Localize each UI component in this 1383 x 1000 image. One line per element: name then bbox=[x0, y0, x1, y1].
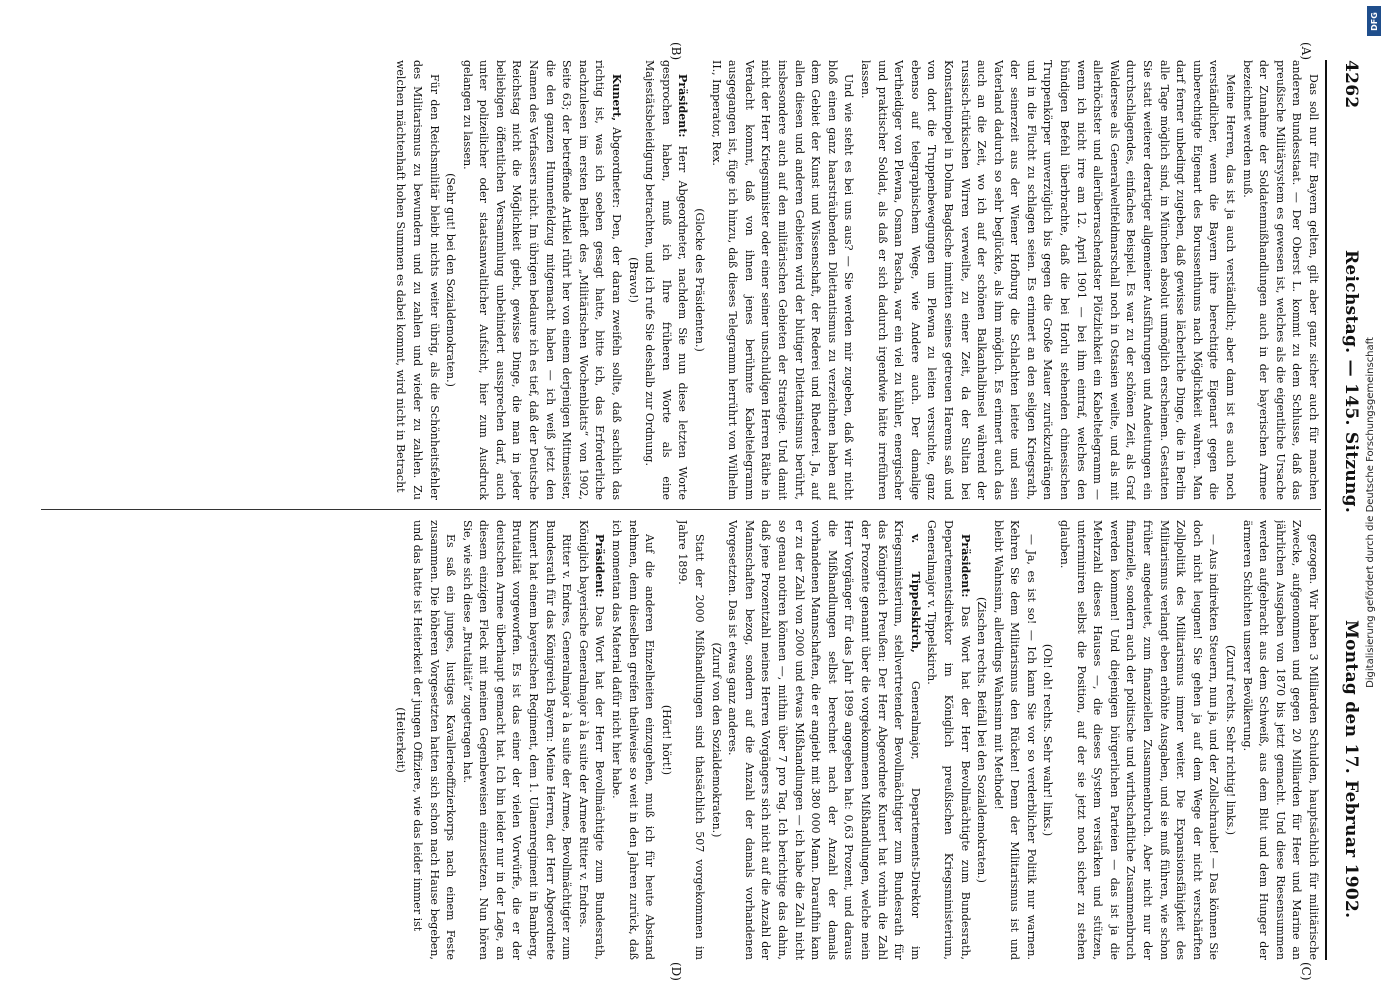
paragraph bbox=[989, 520, 1039, 960]
paragraph-text: (Zuruf von den Sozialdemokraten.) bbox=[709, 642, 723, 838]
speaker-name: Kunert, bbox=[610, 74, 624, 122]
speaker-name: Präsident: bbox=[593, 534, 607, 598]
marker-b: (B) bbox=[669, 42, 683, 61]
paragraph bbox=[408, 520, 458, 960]
interjection bbox=[1039, 520, 1056, 960]
paragraph-text: Für den Reichsmilitär bleibt nichts weiter übrig, als die Schönheitsfehler des Militarismus zu bewundern und zu zahlen und wieder zu zahlen. Zu welchen mächtenhaft hohen Summen es dabei kommt, wird nicht in Betracht bbox=[394, 60, 441, 500]
side-note-text: Digitalisierung gefördert durch die Deutsche Forschungsgemeinschaft bbox=[1364, 336, 1376, 688]
dfg-badge: DFG bbox=[1367, 6, 1381, 36]
paragraph-text: Ritter v. Endres, Generalmajor à la suite der Armee, Bevollmächtigter zum Bundesrath für das Königreich Bayern: Meine Herren, der Herr Abgeordnete Kunert hat einem bayerischen Regiment, dem 1. Ulanenregiment in Bamberg, Brutalität vorgeworfen. Es ist das einer der vielen Vorwürfe, die er der deutschen Armee überhaupt gemacht hat. Ich bin leider nur in der Lage, an diesem einzigen Fleck mit meinen Gegenbeweisen einzusetzen. Nun hören Sie, wie sich diese „Brutalität“ zugetragen hat. bbox=[460, 520, 574, 960]
interjection bbox=[624, 60, 641, 500]
paragraph-text: Statt der 2000 Mißhandlungen sind thatsächlich 507 vorgekommen im Jahre 1899. bbox=[676, 520, 707, 960]
paragraph-text: Es saß ein junges, lustiges Kavallerieoffizierkorps nach einem Feste zusammen. Die höheren Vorgesetzten hatten sich schon nach Hause begeben, und das hatte ist Heiterkeit der jungen Offiziere, wie das leider immer ist bbox=[410, 520, 458, 960]
paragraph-text: — Ja, es ist so! — Ich kann Sie vor so verderblicher Politik nur warnen. Kehren Sie dem Militarismus den Rücken! Denn der Militarismus ist und bleibt Wahnsinn, allerdings Wahnsinn mit Methode! bbox=[991, 520, 1038, 960]
paragraph-text: — Aus indirekten Steuern, nun ja, und der Zollschraube! — Das können Sie doch nicht leugnen! Sie gehen ja auf dem Wege der nicht verschärften Zollpolitik des Militarismus immer weiter. Die Expansionsfähigkeit des Militarismus verlangt eben erhöhte Ausgaben, und sie muß führen, wie schon früher angedeutet, zum finanziellen Zusammenbruch. Aber nicht nur der finanzielle, sondern auch der politische und wirthschaftliche Zusammenbruch werden kommen! Und diejenigen bürgerlichen Parteien — das ist ja die Mehrzahl dieses Hauses —, die dieses System verstärken und stützen, unterminiren selbst die Position, auf der sie jetzt noch sicher zu stehen glauben. bbox=[1058, 520, 1221, 960]
paragraph-text: (Glocke des Präsidenten.) bbox=[693, 208, 707, 352]
paragraph-text: Das soll nur für Bayern gelten, gilt aber ganz sicher auch für manchen anderen Bundesstaat. — Der Oberst L. kommt zu dem Schlusse, daß das preußische Militärsystem es gewesen ist, welches als die eigentliche Ursache der Zunahme der Soldatenmißhandlungen auch in der bayerischen Armee bezeichnet werden muß. bbox=[1240, 60, 1320, 500]
paragraph-text: Auf die anderen Einzelheiten einzugehen, muß ich für heute Abstand nehmen, denn dieselben greifen theilweise so weit in den Jahren zurück, daß ich momentan das Material dafür nicht hier habe. bbox=[610, 520, 657, 960]
speaker-name: Präsident: bbox=[676, 74, 690, 138]
interjection bbox=[392, 520, 409, 960]
paragraph-text: (Sehr gut! bei den Sozialdemokraten.) bbox=[444, 173, 458, 387]
marker-a: (A) bbox=[1299, 42, 1313, 61]
paragraph bbox=[707, 60, 856, 500]
paragraph-text: (Bravo!) bbox=[626, 257, 640, 303]
speech-paragraph bbox=[574, 520, 607, 960]
marker-d: (D) bbox=[669, 962, 683, 981]
paragraph-text: Generalmajor, Departements-Direktor im Kriegsministerium, stellvertretender Bevollmächtigter zum Bundesrath für das Königreich Preußen: Der Herr Abgeordnete Kunert hat vorhin die Zahl der Prozente genannt über die vorgekommenen Mißhandlungen, welche mein Herr Vorgänger für das Jahr 1899 angegeben hat: 0,63 Prozent, und daraus die Mißhandlungen selbst berechnet nach der Anzahl der damals vorhandenen Mannschaften, die er angiebt mit 380 000 Mann. Daraufhin kam er zu der Zahl von 2000 und etwas Mißhandlungen — ich habe die Zahl nicht so genau notiren können —, mithin über 7 pro Tag. Ich berichtige das dahin, daß jene Prozentzahl meines Herren Vorgängers sich nicht auf die Anzahl der Mannschaften bezog, sondern auf die Anzahl der damals vorhandenen Vorgesetzten. Das ist etwas ganz anderes. bbox=[726, 520, 922, 960]
side-note bbox=[1363, 32, 1377, 992]
interjection bbox=[442, 60, 459, 500]
interjection bbox=[1221, 520, 1238, 960]
column-divider bbox=[41, 509, 1321, 510]
session-date: Montag den 17. Februar 1902. bbox=[1341, 620, 1361, 919]
speech-paragraph bbox=[923, 520, 973, 960]
paragraph-text: (Hört! hört!) bbox=[659, 704, 673, 776]
paragraph bbox=[1238, 60, 1321, 500]
paragraph bbox=[856, 60, 1238, 500]
interjection bbox=[657, 520, 674, 960]
paragraph bbox=[392, 60, 442, 500]
speech-paragraph bbox=[458, 60, 624, 500]
marker-c: (C) bbox=[1299, 962, 1313, 981]
interjection bbox=[707, 520, 724, 960]
header-rule bbox=[1325, 60, 1327, 960]
page-number: 4262 bbox=[1341, 60, 1361, 109]
left-column bbox=[41, 60, 1321, 500]
paragraph-text: Meine Herren, das ist ja auch verständlich; aber dann ist es auch noch verständlicher, wenn die Bayern ihre berechtigte Eigenart gegen die unberechtigte Eigenart des Borussenthums nach Möglichkeit wahren. Man darf ferner unbedingt zugeben, daß gewisse lächerliche Dinge, die in Berlin alle Tage möglich sind, in München absolut unmöglich erscheinen. Gestatten Sie statt weiterer derartiger allgemeiner Ausführungen und Andeutungen ein durchschlagendes, einfaches Beispiel. Es war zu der schönen Zeit, als Graf Waldersee als Generalweltfeldmarschall noch in Ostasien weilte, und als mit allerhöchster und allerüberraschendster Plötzlichkeit ein Kabeltelegramm — wenn ich nicht irre am 12. April 1901 — bei ihm eintraf, welches den bündigen Befehl überbrachte, daß die bei Horlu stehenden chinesischen Truppenkörper unverzüglich bis gegen die Große Mauer zurückzudrängen und in die Flucht zu schlagen seien. Es erinnert an den seligen Kriegsrath, der seinerzeit aus der Wiener Hofburg die Schlachten leitete und sein Vaterland dadurch so sehr beglückte, als ihm möglich. Es erinnert auch das auch an die Zeit, wo ich auf der schönen Balkanhalbinsel während der russisch-türkischen Wirren verweilte, zu einer Zeit, da der Sultan bei Konstantinopel in Dolma Bagdsche inmitten seines getreuen Harems saß und von dort die Truppenbewegungen um Plewna zu leiten versuchte, ganz ebenso auf telegraphischem Wege, wie Andere auch. Der damalige Vertheidiger von Plewna, Osman Pascha, war ein viel zu kühler, energischer und praktischer Soldat, als daß er sich dadurch irgendwie hätte irreführen lassen. bbox=[858, 60, 1238, 500]
interjection bbox=[690, 60, 707, 500]
speech-paragraph bbox=[724, 520, 923, 960]
paragraph-text: Herr Abgeordneter, nachdem Sie nun diese letzten Worte gesprochen haben, muß ich Ihre früheren Worte als eine Majestätsbeleidigung betrachten, und ich rufe Sie deshalb zur Ordnung. bbox=[643, 60, 690, 500]
paragraph bbox=[674, 520, 707, 960]
speech-paragraph bbox=[641, 60, 691, 500]
speaker-name: Präsident: bbox=[958, 534, 972, 598]
paragraph-text: (Zuruf rechts. Sehr richtig! links.) bbox=[1224, 644, 1238, 836]
paragraph-text: (Oh! oh! rechts. Sehr wahr! links.) bbox=[1041, 643, 1055, 837]
paragraph-text: (Zischen rechts. Beifall bei den Sozialdemokraten.) bbox=[975, 597, 989, 883]
right-column bbox=[41, 520, 1321, 960]
paragraph-text: Abgeordneter: Den, der daran zweifeln sollte, daß sachlich das richtig ist, was ich soeben gesagt hatte, bitte ich, das Erforderliche nachzulesen im ersten Beiheft des „Militärischen Wochenblatts“ von 1902, Seite 63; der betreffende Artikel rührt her von einem derjenigen Mittmeister, die den ganzen Hunnenfeldzug mitgemacht haben — ich weiß jetzt den Namen des Verfassers nicht. Im übrigen bedaure ich es tief, daß der Deutsche Reichstag nicht die Möglichkeit giebt, gewisse Dinge, die man in jeder beliebigen öffentlichen Versammlung unbehindert aussprechen darf, auch unter polizeilicher oder staatsanwaltlicher Aufsicht, hier zum Ausdruck gelangen zu lassen. bbox=[460, 60, 624, 500]
paragraph-text: (Heiterkeit) bbox=[394, 707, 408, 773]
paragraph-text: gezogen. Wir haben 3 Milliarden Schulden, hauptsächlich für militärische Zwecke, aufgenommen und gegen 20 Milliarden für Heer und Marine an jährlichen Ausgaben von 1870 bis jetzt gemacht. Und diese Riesensummen werden aufgebracht aus dem Schweiß, aus dem Blut und dem Hunger der ärmeren Schichten unserer Bevölkerung. bbox=[1240, 520, 1320, 960]
paragraph-text: Und wie steht es bei uns aus? — Sie werden mir zugeben, daß wir nicht bloß einen ganz haarsträubenden Dilettantismus zu verzeichnen haben auf dem Gebiet der Kunst und Wissenschaft, der Rederei und Rhederei. Ja, auf allen diesen und anderen Gebieten wird der blutiger Dilettantismus berührt, insbesondere auch auf den militärischen Gebieten der Strategie. Und damit nicht der Herr Kriegsminister oder einer seiner unschuldigen Herren Räthe in Verdacht kommt, daß von ihnen jenes berühmte Kabeltelegramm ausgegangen ist, füge ich hinzu, daß dieses Telegramm herrührt von Wilhelm II., Imperator, Rex. bbox=[709, 60, 856, 500]
interjection bbox=[973, 520, 990, 960]
session-title: Reichstag. — 145. Sitzung. bbox=[1341, 250, 1361, 514]
paragraph bbox=[1238, 520, 1321, 960]
paragraph-text: Das Wort hat der Herr Bevollmächtigte zum Bundesrath, Königlich bayerische Generalmajor à la suite der Armee Ritter v. Endres. bbox=[576, 520, 607, 960]
paragraph bbox=[607, 520, 657, 960]
paragraph bbox=[1056, 520, 1222, 960]
paragraph bbox=[458, 520, 574, 960]
paragraph-text: Das Wort hat der Herr Bevollmächtigte zum Bundesrath, Departementsdirektor im Königlich preußischen Kriegsministerium, Generalmajor v. Tippelskirch. bbox=[925, 520, 972, 960]
speaker-name: v. Tippelskirch, bbox=[908, 534, 922, 653]
